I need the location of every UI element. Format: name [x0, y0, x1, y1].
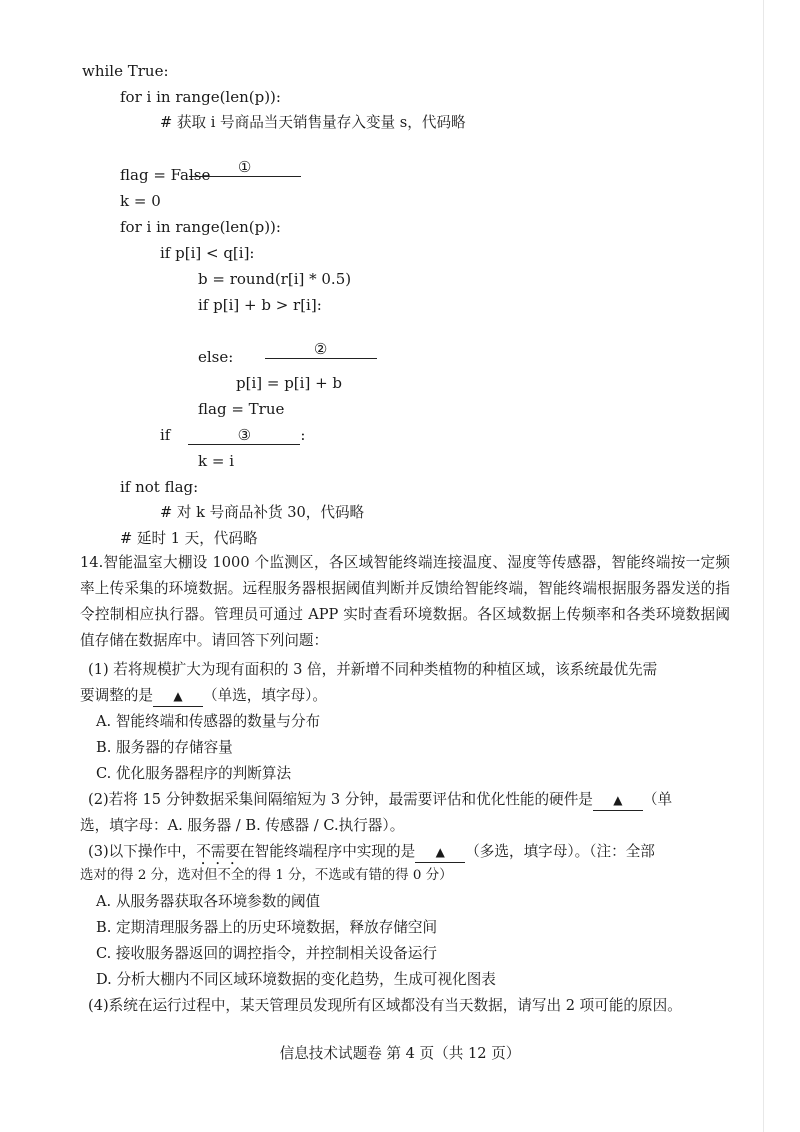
q14-part1-option-a: A. 智能终端和传感器的数量与分布 — [96, 713, 321, 730]
q14-part3-text2: 在智能终端程序中实现的是 — [240, 843, 416, 860]
q14-part3-hint: （多选，填字母）。（注：全部 — [465, 843, 655, 860]
question-14-stem: 14.智能温室大棚设 1000 个监测区，各区域智能终端连接温度、湿度等传感器，智能终端按一定频率上传采集的环境数据。远程服务器根据阈值判断并反馈给智能终端，智能终端根据服务器发送的指令控制相应执行器。管理员可通过 APP 实时查看环境数据。各区域数据上传频率和各类环境数据阈值存储在数据库中。请回答下列问题： — [80, 554, 730, 649]
answer-blank-2[interactable]: ② — [265, 340, 377, 359]
code-line: while True: — [82, 62, 169, 80]
answer-blank-1[interactable]: ① — [189, 158, 301, 177]
code-line: p[i] = p[i] + b — [236, 374, 343, 392]
q14-part1-line1: (1) 若将规模扩大为现有面积的 3 倍，并新增不同种类植物的种植区域，该系统最优先需 — [88, 661, 658, 678]
q14-part3-line2: 选对的得 2 分，选对但不全的得 1 分，不选或有错的得 0 分） — [80, 868, 453, 883]
q14-part2-line2: 选，填字母：A. 服务器 / B. 传感器 / C.执行器）。 — [80, 817, 405, 834]
q14-part1-option-c: C. 优化服务器程序的判断算法 — [96, 765, 292, 782]
q14-part3-option-b: B. 定期清理服务器上的历史环境数据，释放存储空间 — [96, 919, 438, 936]
code-line: flag = True — [198, 400, 285, 418]
code-comment: # 获取 i 号商品当天销售量存入变量 s，代码略 — [160, 114, 466, 131]
answer-blank-q14-3[interactable]: ▲ — [415, 842, 465, 863]
q14-part1-option-b: B. 服务器的存储容量 — [96, 739, 233, 756]
emphasis-text: 不需要 — [196, 843, 241, 860]
scan-edge — [763, 0, 764, 1132]
code-line: flag = False — [120, 166, 211, 184]
answer-blank-q14-1[interactable]: ▲ — [153, 686, 203, 707]
colon: : — [300, 426, 306, 444]
answer-blank-3[interactable]: ③ — [188, 426, 300, 445]
q14-part2-line1 — [88, 790, 672, 811]
code-comment: # 对 k 号商品补货 30，代码略 — [160, 504, 365, 521]
code-line: if not flag: — [120, 478, 199, 496]
code-line: b = round(r[i] * 0.5) — [198, 270, 352, 288]
q14-part3-line1 — [88, 842, 655, 868]
answer-blank-q14-2[interactable]: ▲ — [593, 790, 643, 811]
q14-part1-line2 — [80, 686, 327, 707]
code-line: for i in range(len(p)): — [120, 218, 281, 236]
code-line: for i in range(len(p)): — [120, 88, 281, 106]
code-line: k = 0 — [120, 192, 161, 210]
if-keyword: if — [160, 426, 171, 444]
code-line: else: — [198, 348, 234, 366]
q14-part3-text: (3)以下操作中， — [88, 843, 197, 860]
q14-part3-option-c: C. 接收服务器返回的调控指令，并控制相关设备运行 — [96, 945, 437, 962]
q14-part4: (4)系统在运行过程中，某天管理员发现所有区域都没有当天数据，请写出 2 项可能的原因。 — [88, 997, 682, 1014]
code-comment: # 延时 1 天，代码略 — [120, 530, 258, 547]
q14-part1-text: 要调整的是 — [80, 687, 153, 704]
page-footer: 信息技术试题卷 第 4 页（共 12 页） — [279, 1045, 521, 1062]
code-line: k = i — [198, 452, 234, 470]
q14-part2-text: (2)若将 15 分钟数据采集间隔缩短为 3 分钟，最需要评估和优化性能的硬件是 — [88, 791, 593, 808]
q14-part1-hint: （单选，填字母）。 — [202, 687, 328, 704]
code-line — [236, 322, 377, 377]
q14-part2-hint: （单 — [642, 791, 673, 808]
q14-part3-option-a: A. 从服务器获取各环境参数的阈值 — [96, 893, 321, 910]
code-line: if p[i] < q[i]: — [160, 244, 255, 262]
q14-part3-option-d: D. 分析大棚内不同区域环境数据的变化趋势，生成可视化图表 — [96, 971, 496, 988]
code-line: if p[i] + b > r[i]: — [198, 296, 322, 314]
code-line — [160, 426, 305, 445]
